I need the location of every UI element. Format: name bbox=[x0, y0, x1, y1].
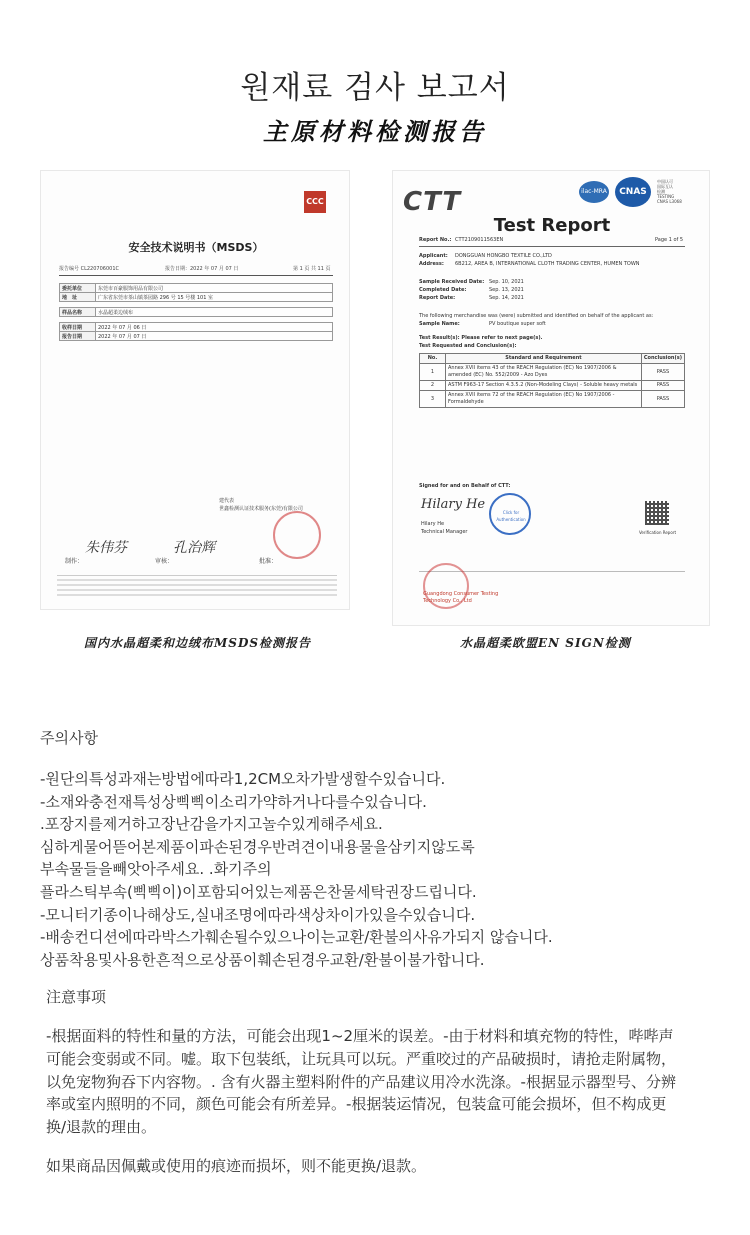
sign-label-reviewer: 审核： bbox=[155, 558, 174, 565]
report-no-label: Report No.: bbox=[419, 237, 452, 243]
ccc-logo: CCC bbox=[304, 191, 326, 213]
issuer-label: 建代表 bbox=[219, 498, 235, 504]
signature-hilary: Hilary He bbox=[421, 497, 486, 512]
cell-conclusion: PASS bbox=[641, 381, 684, 391]
completed-label: Completed Date: bbox=[419, 287, 467, 293]
notice-paragraph-chinese: -根据面料的特性和量的方法，可能会出现1~2厘米的误差。-由于材料和填充物的特性，哔哔声可能会变弱或不同。嘘。取下包装纸，让玩具可以玩。严重咬过的产品破损时，请抢走附属物，以免宠物狗吞下内容物。. 含有火器主塑料附件的产品建议用冷水洗涤。-根据显示器型号、分辨率或室内照明的不同，颜色可能会有所差异。-根据装运情况，包装盒可能会损坏，但不构成更换/退款的理由。 bbox=[46, 1027, 677, 1137]
received-label: Sample Received Date: bbox=[419, 279, 485, 285]
cell-conclusion: PASS bbox=[641, 364, 684, 381]
applicant: DONGGUAN HONGBO TEXTILE CO.,LTD bbox=[455, 253, 552, 259]
row-value: 东莞市百豪服饰用品有限公司 bbox=[96, 284, 333, 293]
report-date: Sep. 14, 2021 bbox=[489, 295, 524, 301]
page-title-chinese: 主原材料检测报告 bbox=[263, 117, 487, 146]
msds-info-table bbox=[59, 283, 333, 341]
sample-label: Sample Name: bbox=[419, 321, 460, 327]
cell-conclusion: PASS bbox=[641, 391, 684, 408]
ctt-logo: CTT bbox=[403, 187, 462, 217]
notice-title-korean: 주의사항 bbox=[40, 729, 98, 747]
caption-msds: 国内水晶超柔和边绒布MSDS检测报告 bbox=[84, 636, 312, 650]
notice-line: 플라스틱부속(삑삑이)이포함되어있는제품은찬물세탁권장드립니다. bbox=[40, 882, 477, 901]
table-row bbox=[60, 284, 333, 293]
table-row bbox=[60, 323, 333, 332]
address-label: Address: bbox=[419, 261, 444, 267]
company-seal bbox=[273, 511, 321, 559]
page-title-korean: 원재료 검사 보고서 bbox=[240, 70, 510, 106]
table-row bbox=[60, 332, 333, 341]
notice-line: 상품착용및사용한흔적으로상품이훼손된경우교환/환불이불가합니다. bbox=[40, 950, 485, 969]
signed-text: Signed for and on Behalf of CTT: bbox=[419, 483, 511, 489]
cell-no: 3 bbox=[420, 391, 446, 408]
cell-no: 1 bbox=[420, 364, 446, 381]
notice-list-korean bbox=[40, 768, 720, 971]
signer-name: Hilary He bbox=[421, 521, 445, 527]
row-key: 收样日期 bbox=[60, 323, 96, 332]
merchandise-text: The following merchandise was (were) submitted and identified on behalf of the applicant as: bbox=[419, 313, 654, 319]
col-header: Conclusion(s) bbox=[641, 354, 684, 364]
row-value: 2022 年 07 月 07 日 bbox=[96, 332, 333, 341]
received-date: Sep. 10, 2021 bbox=[489, 279, 524, 285]
table-row bbox=[420, 381, 685, 391]
table-header bbox=[420, 354, 685, 364]
signer-title: Technical Manager bbox=[421, 529, 468, 535]
msds-title: 安全技术说明书（MSDS） bbox=[128, 241, 264, 254]
row-key: 报告日期 bbox=[60, 332, 96, 341]
notice-line: -배송컨디션에따라박스가훼손될수있으나이는교환/환불의사유가되지 않습니다. bbox=[40, 928, 553, 947]
sign-label-approver: 批准： bbox=[259, 558, 278, 565]
cnas-text: 中国认可 国际互认 检测 TESTING CNAS L3068 bbox=[657, 179, 682, 204]
cnas-logo: CNAS bbox=[615, 177, 651, 207]
applicant-label: Applicant: bbox=[419, 253, 448, 259]
cell-requirement: Annex XVII items 43 of the REACH Regulation (EC) No 1907/2006 & amended (EC) No. 552/2009 - Azo Dyes bbox=[446, 364, 642, 381]
test-report-image bbox=[392, 170, 710, 626]
col-header: No. bbox=[420, 354, 446, 364]
col-header: Standard and Requirement bbox=[446, 354, 642, 364]
qr-code bbox=[645, 501, 669, 525]
address: 6B212, AREA B, INTERNATIONAL CLOTH TRADING CENTER, HUMEN TOWN bbox=[455, 261, 640, 267]
divider bbox=[59, 275, 333, 276]
notice-line: -소재와충전재특성상삑삑이소리가약하거나다를수있습니다. bbox=[40, 792, 427, 811]
report-page: Page 1 of 5 bbox=[655, 237, 684, 243]
cell-requirement: ASTM F963-17 Section 4.3.5.2 (Non-Modeling Clays) - Soluble heavy metals bbox=[446, 381, 642, 391]
table-row bbox=[60, 308, 333, 317]
row-value: 广东省东莞市茶山镇茶园路 296 号 15 号楼 101 室 bbox=[96, 293, 333, 302]
signature-maker: 朱伟芬 bbox=[85, 540, 127, 556]
table-row bbox=[60, 293, 333, 302]
cell-no: 2 bbox=[420, 381, 446, 391]
table-row bbox=[420, 391, 685, 408]
caption-test-report: 水晶超柔欧盟EN SIGN检测 bbox=[460, 636, 631, 650]
company-name: Guangdong Consumer Testing Technology Co., Ltd bbox=[423, 591, 499, 604]
issuer-name: 世鑫检测认证技术服务(东莞)有限公司 bbox=[219, 506, 303, 512]
notice-line: .포장지를제거하고장난감을가지고놀수있게해주세요. bbox=[40, 815, 383, 834]
sign-label-maker: 制作： bbox=[65, 558, 84, 565]
notice-title-chinese: 注意事项 bbox=[46, 988, 107, 1006]
row-value: 2022 年 07 月 06 日 bbox=[96, 323, 333, 332]
cell-requirement: Annex XVII items 72 of the REACH Regulation (EC) No 1907/2006 - Formaldehyde bbox=[446, 391, 642, 408]
results-table bbox=[419, 353, 685, 408]
notice-final-chinese: 如果商品因佩戴或使用的痕迹而损坏，则不能更换/退款。 bbox=[46, 1157, 427, 1175]
report-no: CTT2109011563EN bbox=[455, 237, 504, 243]
row-key: 委托单位 bbox=[60, 284, 96, 293]
signature-reviewer: 孔治辉 bbox=[173, 540, 215, 556]
authentication-stamp bbox=[489, 493, 531, 535]
msds-report-no: 报告编号 CL220706001C bbox=[59, 266, 119, 272]
notice-line: -모니터기종이나해상도,실내조명에따라색상차이가있을수있습니다. bbox=[40, 905, 476, 924]
notice-line: 심하게물어뜯어본제품이파손된경우반려견이내용물을삼키지않도록 bbox=[40, 837, 475, 856]
test-requested-text: Test Requested and Conclusion(s): bbox=[419, 343, 517, 349]
table-row bbox=[420, 364, 685, 381]
ilac-logo: ilac-MRA bbox=[579, 181, 609, 203]
msds-report-image bbox=[40, 170, 350, 610]
row-value: 水晶超柔边绒布 bbox=[96, 308, 333, 317]
msds-issuer bbox=[219, 497, 303, 513]
row-key: 样品名称 bbox=[60, 308, 96, 317]
stamp-text: Click for Authentication bbox=[496, 510, 526, 522]
completed-date: Sep. 13, 2021 bbox=[489, 287, 524, 293]
verification-text: Verification Report bbox=[639, 530, 677, 535]
divider bbox=[419, 246, 685, 247]
notice-line: 부속물들을빼앗아주세요. .화기주의 bbox=[40, 860, 272, 879]
test-results-text: Test Result(s): Please refer to next page(s). bbox=[419, 335, 543, 341]
msds-footer-fineprint bbox=[57, 575, 337, 599]
msds-date: 报告日期：2022 年 07 月 07 日 bbox=[165, 266, 239, 272]
sample-name: PV boutique super soft bbox=[489, 321, 546, 327]
row-key: 地 址 bbox=[60, 293, 96, 302]
test-report-title: Test Report bbox=[493, 215, 611, 236]
notice-line: -원단의특성과재는방법에따라1,2CM오차가발생할수있습니다. bbox=[40, 770, 446, 788]
report-date-label: Report Date: bbox=[419, 295, 456, 301]
msds-page: 第 1 页 共 11 页 bbox=[293, 266, 331, 272]
